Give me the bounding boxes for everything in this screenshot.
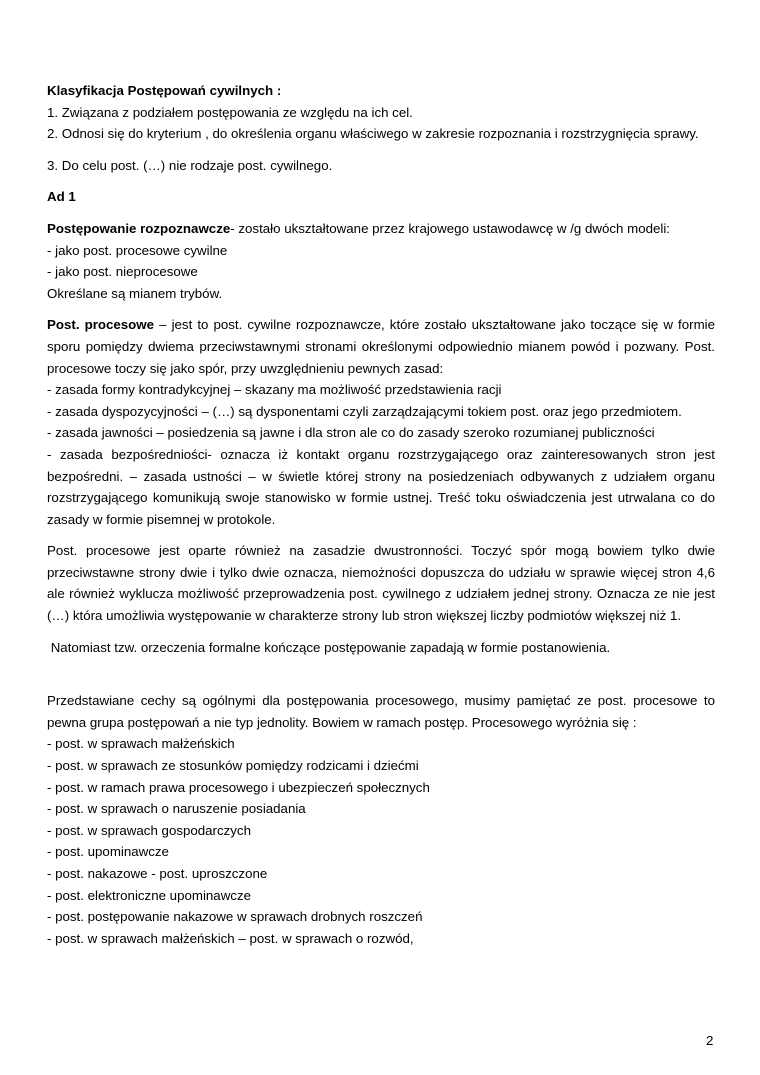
list-item: - post. w sprawach małżeńskich – post. w sprawach o rozwód, (47, 930, 414, 946)
paragraph-rozpoznawcze (47, 218, 715, 240)
list-item: - post. elektroniczne upominawcze (47, 887, 251, 903)
term-rozpoznawcze: Postępowanie rozpoznawcze (47, 220, 231, 236)
paragraph-text: - zostało ukształtowane przez krajowego ustawodawcę w /g dwóch modeli: (230, 220, 671, 236)
list-item: - zasada jawności – posiedzenia są jawne i dla stron ale co do zasady szeroko rozumianej publiczności (47, 425, 655, 441)
list-item: - post. postępowanie nakazowe w sprawach drobnych roszczeń (47, 909, 423, 925)
list-item: - zasada bezpośredniości- oznacza iż kontakt organu rozstrzygającego oraz zainteresowanych stron jest bezpośredni. – zasada ustności – w świetle której strony na posiedzeniach odbywanych z udziałem organu rozstrzygającego komunikują swoje stanowisko w formie ustnej. Treść toku oświadczenia jest utrwalana co do zasady w formie pisemnej w protokole. (47, 446, 715, 527)
list-item: - post. nakazowe - post. uproszczone (47, 866, 268, 881)
section-heading: Ad 1 (47, 189, 76, 205)
page-number: 2 (706, 1033, 714, 1048)
document-page (47, 80, 715, 949)
paragraph-cechy: Przedstawiane cechy są ogólnymi dla postępowania procesowego, musimy pamiętać ze post. procesowe to pewna grupa postępowań a nie typ jednolity. Bowiem w ramach postęp. Procesowego wyróżnia się : (47, 693, 715, 730)
list-item: - post. w sprawach małżeńskich (47, 736, 235, 752)
document-title: Klasyfikacja Postępowań cywilnych : (47, 83, 282, 98)
paragraph-dwustronnosc: Post. procesowe jest oparte również na zasadzie dwustronności. Toczyć spór mogą bowiem tylko dwie przeciwstawne strony dwie i tylko dwie oznacza, niemożności dopuszcza do udziału w sprawie więcej stron 4,6 ale również wyklucza możliwość przeprowadzenia post. cywilnego z udziałem jednej strony. Oznacza ze nie jest (…) która umożliwia występowanie w charakterze strony lub stron większej liczby podmiotów większej niż 1. (47, 543, 715, 624)
list-item: - post. w sprawach ze stosunków pomiędzy rodzicami i dziećmi (47, 758, 419, 774)
paragraph-natomiast: Natomiast tzw. orzeczenia formalne kończące postępowanie zapadają w formie postanowienia. (47, 639, 611, 655)
paragraph-text: – jest to post. cywilne rozpoznawcze, które zostało ukształtowane jako toczące się w formie sporu pomiędzy dwiema przeciwstawnymi stronami określonymi odpowiednio mianem powód i pozwany. Post. procesowe toczy się jako spór, przy uwzględnieniu pewnych zasad: (47, 317, 715, 376)
list-item: 1. Związana z podziałem postępowania ze względu na ich cel. (47, 104, 413, 120)
list-item: - jako post. procesowe cywilne (47, 242, 228, 258)
list-item: - post. w sprawach o naruszenie posiadania (47, 801, 306, 817)
list-item: - jako post. nieprocesowe (47, 264, 198, 280)
list-item: - zasada formy kontradykcyjnej – skazany ma możliwość przedstawienia racji (47, 382, 502, 398)
paragraph-procesowe (47, 314, 715, 379)
list-item: - post. w sprawach gospodarczych (47, 822, 251, 838)
list-item: - post. upominawcze (47, 844, 169, 860)
list-item: - post. w ramach prawa procesowego i ubezpieczeń społecznych (47, 779, 430, 795)
paragraph-text: Określane są mianem trybów. (47, 285, 223, 301)
list-item: 3. Do celu post. (…) nie rodzaje post. cywilnego. (47, 157, 333, 173)
list-item: 2. Odnosi się do kryterium , do określenia organu właściwego w zakresie rozpoznania i rozstrzygnięcia sprawy. (47, 126, 699, 142)
list-item: - zasada dyspozycyjności – (…) są dysponentami czyli zarządzającymi tokiem post. oraz jego przedmiotem. (47, 403, 682, 419)
term-procesowe: Post. procesowe (47, 317, 155, 333)
